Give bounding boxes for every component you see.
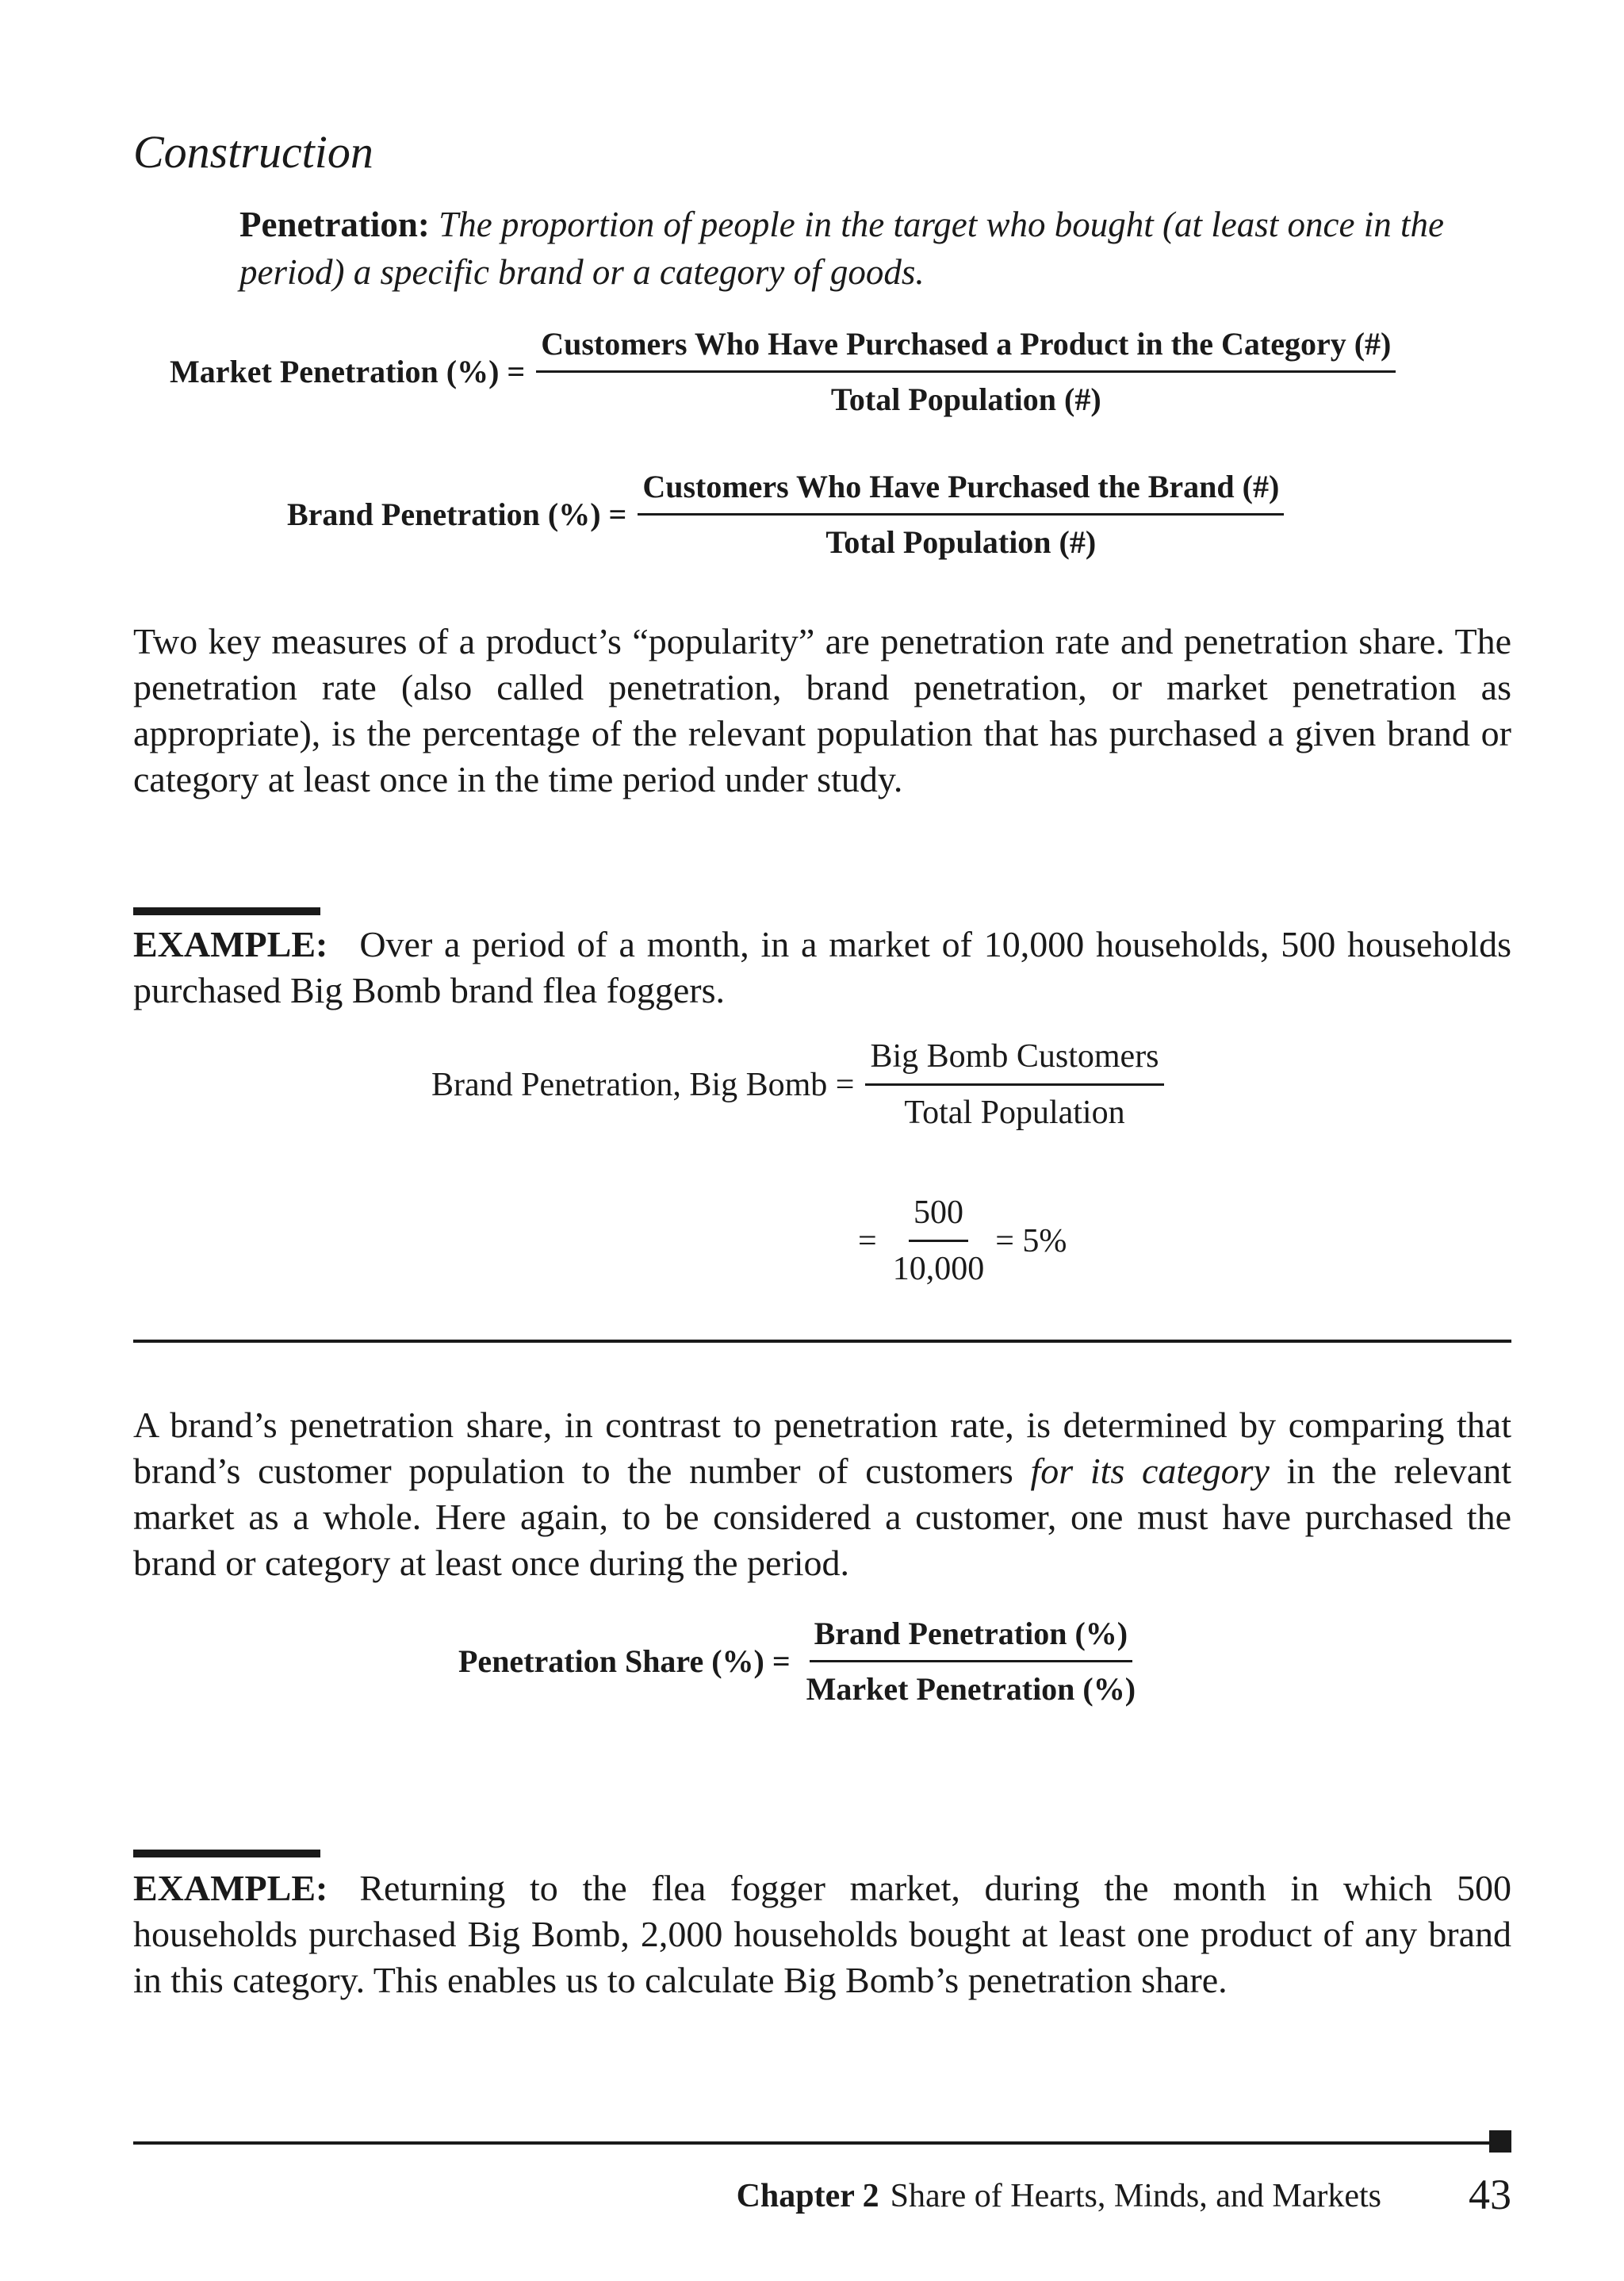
paragraph-text-before: A brand’s penetration share, in contrast to penetration rate, is determined by comparing that brand’s customer population to the number of customers: [133, 1405, 1511, 1491]
footer-square-marker: [1489, 2130, 1511, 2153]
formula-fraction: [865, 1037, 1163, 1132]
penetration-share-formula: [458, 1615, 1140, 1708]
big-bomb-penetration-formula: [431, 1037, 1164, 1132]
formula-denominator: Market Penetration (%): [806, 1671, 1136, 1707]
formula-lhs: Market Penetration (%) =: [170, 354, 526, 389]
formula-numerator: Big Bomb Customers: [865, 1037, 1163, 1086]
section-heading: Construction: [133, 126, 373, 178]
formula-denominator: Total Population: [904, 1094, 1125, 1131]
formula-numerator: Customers Who Have Purchased a Product in the Category (#): [536, 325, 1396, 373]
formula-denominator: Total Population (#): [825, 524, 1097, 560]
definition-term: Penetration:: [239, 205, 430, 244]
paragraph-emphasis: for its category: [1030, 1451, 1270, 1491]
calc-numerator: 500: [909, 1194, 968, 1242]
formula-lhs: Brand Penetration (%) =: [287, 496, 627, 532]
brand-penetration-formula: [287, 468, 1284, 561]
example-end-rule: [133, 1340, 1511, 1343]
formula-numerator: Customers Who Have Purchased the Brand (#): [638, 468, 1284, 516]
page-number: 43: [1469, 2171, 1511, 2218]
example-label: EXAMPLE:: [133, 1868, 328, 1908]
paragraph-penetration-rate: Two key measures of a product’s “popularity” are penetration rate and penetration share. The penetration rate (also called penetration, brand penetration, or market penetration as appropriate), is the percentage of the relevant population that has purchased a given brand or category at least once in the time period under study.: [133, 621, 1511, 799]
calc-fraction: [888, 1194, 990, 1288]
example-text: Over a period of a month, in a market of 10,000 households, 500 households purchased Big Bomb brand flea foggers.: [133, 924, 1511, 1010]
formula-fraction: [802, 1615, 1140, 1708]
example-text: Returning to the flea fogger market, during the month in which 500 households purchased Big Bomb, 2,000 households bought at least one product of any brand in this category. This enables us to calculate Big Bomb’s penetration share.: [133, 1868, 1511, 2000]
paragraph-text-after: in the relevant market as a whole. Here again, to be considered a customer, one must have purchased the brand or category at least once during the period.: [133, 1451, 1512, 1583]
calc-denominator: 10,000: [892, 1251, 985, 1287]
formula-numerator: Brand Penetration (%): [810, 1615, 1133, 1662]
example-2: [133, 1865, 1511, 2003]
formula-fraction: [536, 325, 1396, 418]
formula-lhs: Brand Penetration, Big Bomb =: [431, 1066, 855, 1103]
calc-equals: =: [858, 1222, 877, 1259]
calc-result: = 5%: [995, 1222, 1067, 1259]
footer-chapter-title: Share of Hearts, Minds, and Markets: [890, 2178, 1381, 2214]
market-penetration-formula: [170, 325, 1396, 418]
paragraph-penetration-share: [133, 1402, 1511, 1586]
footer-chapter: [737, 2177, 1381, 2215]
footer-rule: [133, 2141, 1499, 2145]
example-marker-rule: [133, 1850, 320, 1857]
formula-denominator: Total Population (#): [830, 381, 1101, 417]
footer-chapter-label: Chapter 2: [736, 2178, 879, 2214]
big-bomb-calculation: [858, 1194, 1067, 1288]
example-1: [133, 922, 1511, 1014]
formula-lhs: Penetration Share (%) =: [458, 1643, 791, 1679]
definition-text: The proportion of people in the target who bought (at least once in the period) a specific brand or a category of goods.: [239, 205, 1444, 292]
example-label: EXAMPLE:: [133, 924, 328, 964]
formula-fraction: [638, 468, 1284, 561]
example-marker-rule: [133, 907, 320, 915]
definition-penetration: [239, 201, 1492, 296]
